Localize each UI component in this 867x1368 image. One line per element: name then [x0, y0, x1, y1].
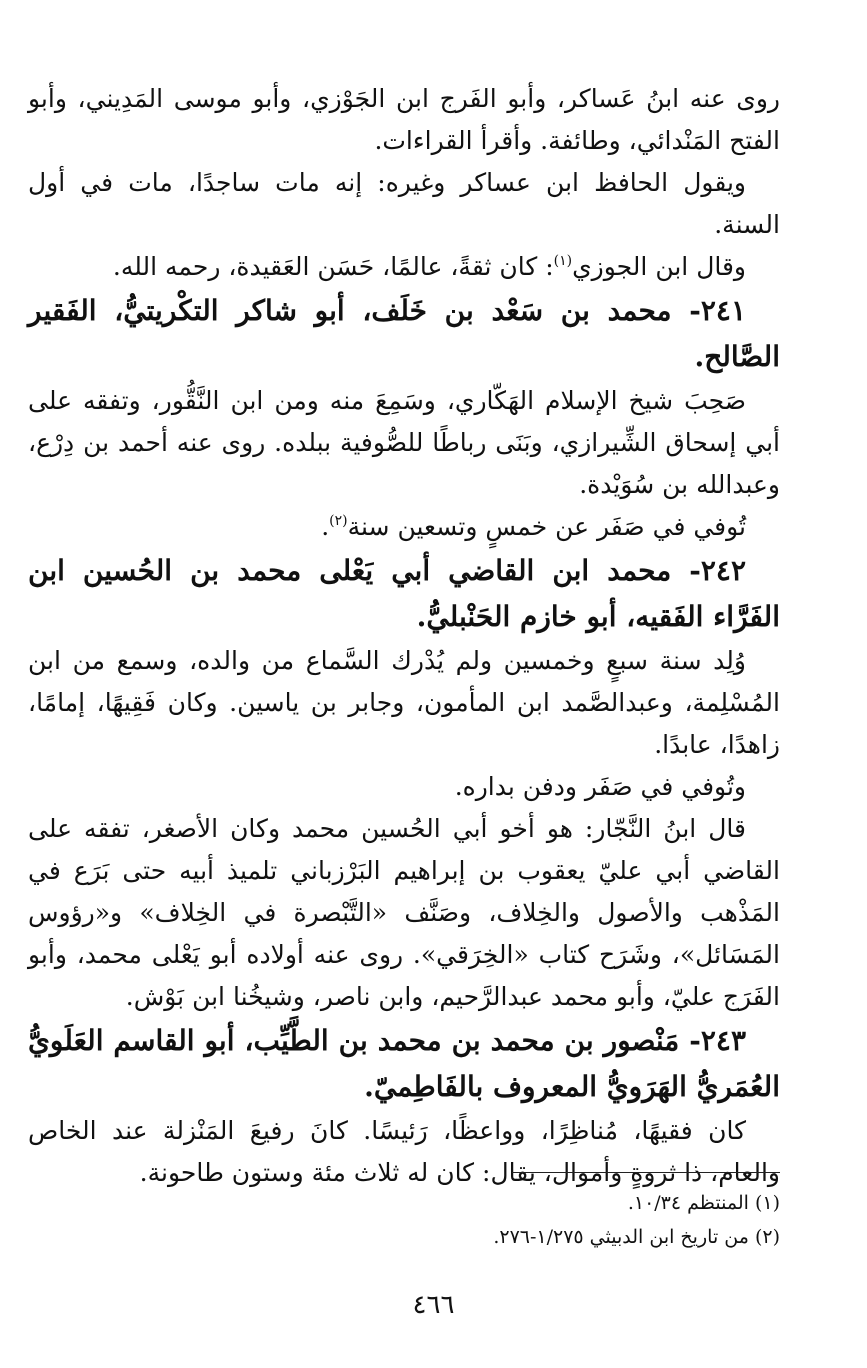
footnote-divider — [512, 1172, 780, 1173]
paragraph: وُلِد سنة سبعٍ وخمسين ولم يُدْرك السَّماع من والده، وسمع من ابن المُسْلِمة، وعبدالصَّمد ابن المأمون، وجابر بن ياسين. وكان فَقِيهًا، إمامًا، زاهدًا، عابدًا. — [28, 646, 780, 759]
entry-heading: ٢٤٢- محمد ابن القاضي أبي يَعْلى محمد بن الحُسين ابن الفَرَّاء الفَقيه، أبو خازم الحَنْبليُّ. — [28, 554, 780, 633]
paragraph: وتُوفي في صَفَر ودفن بداره. — [454, 772, 746, 801]
paragraph: صَحِبَ شيخ الإسلام الهَكّاري، وسَمِعَ منه ومن ابن النَّقُّور، وتفقه على أبي إسحاق الشِّيرازي، وبَنَى رباطًا للصُّوفية ببلده. روى عنه أحمد بن دِرْع، وعبدالله بن سُوَيْدة. — [28, 386, 780, 499]
paragraph — [28, 246, 780, 288]
footnote-reference: (٢) — [329, 513, 348, 529]
paragraph-text: : كان ثقةً، عالمًا، حَسَن العَقيدة، رحمه الله. — [112, 252, 554, 281]
footnote: (٢) من تاريخ ابن الدبيثي ١/٢٧٥-٢٧٦. — [493, 1226, 780, 1248]
paragraph: ويقول الحافظ ابن عساكر وغيره: إنه مات ساجدًا، مات في أول السنة. — [28, 168, 780, 239]
entry-heading: ٢٤٣- مَنْصور بن محمد بن محمد بن الطَّيِّب، أبو القاسم العَلَويُّ العُمَريُّ الهَرَويُّ المعروف بالفَاطِميّ. — [28, 1024, 780, 1103]
paragraph: كان فقيهًا، مُناظِرًا، وواعظًا، رَئيسًا. كانَ رفيعَ المَنْزلة عند الخاص والعام، ذا ثروةٍ وأموال، يقال: كان له ثلاث مئة وستون طاحونة. — [28, 1116, 780, 1187]
paragraph-text: . — [321, 512, 330, 541]
paragraph-text: وقال ابن الجوزي — [572, 252, 746, 281]
paragraph — [28, 506, 780, 548]
paragraph: روى عنه ابنُ عَساكر، وأبو الفَرج ابن الجَوْزي، وأبو موسى المَدِيني، وأبو الفتح المَنْدائي، وطائفة. وأقرأ القراءات. — [28, 84, 780, 155]
paragraph-text: تُوفي في صَفَر عن خمسٍ وتسعين سنة — [347, 512, 746, 541]
paragraph: قال ابنُ النَّجّار: هو أخو أبي الحُسين محمد وكان الأصغر، تفقه على القاضي أبي عليّ يعقوب بن إبراهيم البَرْزباني تلميذ أبيه حتى بَرَع في المَذْهب والأصول والخِلاف، وصَنَّف «التَّبْصرة في الخِلاف» و«رؤوس المَسَائل»، وشَرَح كتاب «الخِرَقي». روى عنه أولاده أبو يَعْلى محمد، وأبو الفَرَج عليّ، وأبو محمد عبدالرَّحيم، وابن ناصر، وشيخُنا ابن بَوْش. — [28, 814, 780, 1011]
footnote-reference: (١) — [553, 253, 573, 269]
entry-heading: ٢٤١- محمد بن سَعْد بن خَلَف، أبو شاكر التكْريتيُّ، الفَقير الصَّالح. — [28, 294, 780, 373]
footnote: (١) المنتظم ١٠/٣٤. — [627, 1192, 780, 1214]
page-body — [28, 78, 780, 1194]
footnotes — [28, 1186, 780, 1254]
page-number: ٤٦٦ — [412, 1290, 455, 1320]
